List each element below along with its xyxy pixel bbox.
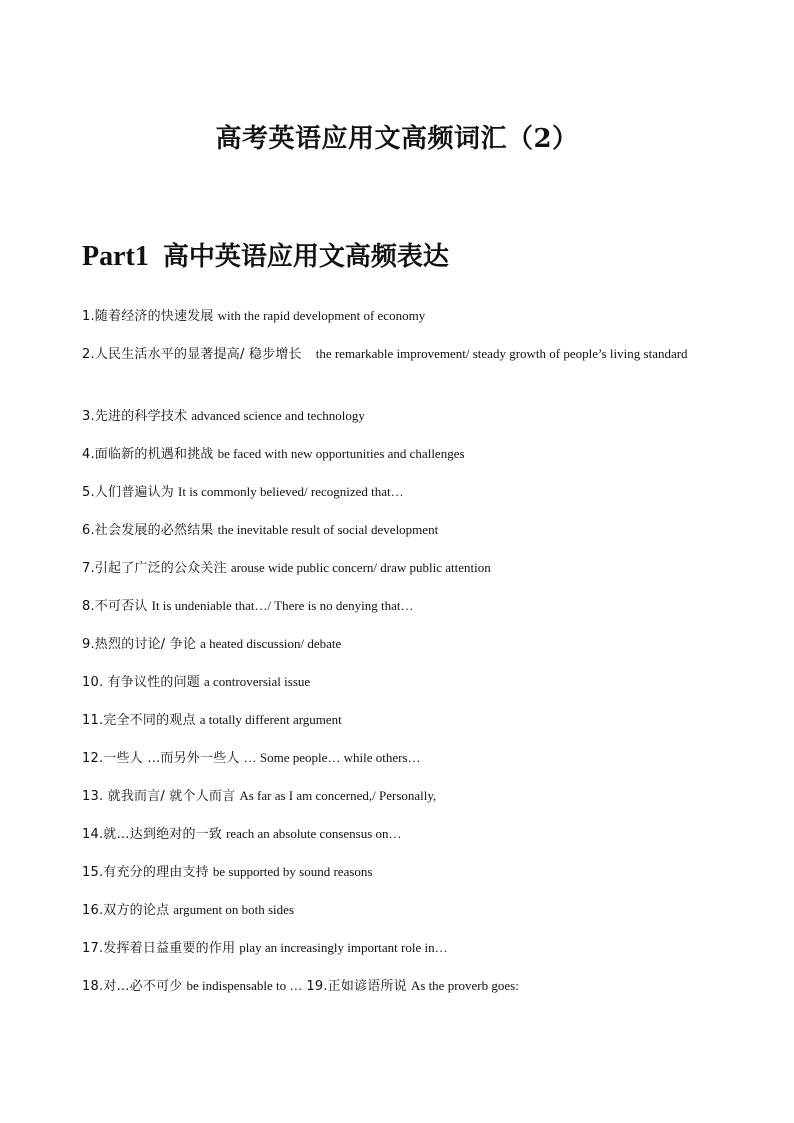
phrase-english: advanced science and technology: [191, 408, 365, 423]
list-item: [82, 631, 702, 669]
phrase-english: play an increasingly important role in…: [239, 940, 448, 955]
phrase-chinese: 2.人民生活水平的显著提高/ 稳步增长: [82, 347, 302, 362]
phrase-english: be indispensable to …: [186, 978, 303, 993]
list-item: [82, 821, 702, 859]
list-item: [82, 303, 702, 341]
list-item: [82, 745, 702, 783]
phrase-chinese: 18.对…必不可少: [82, 979, 183, 994]
phrase-chinese: 3.先进的科学技术: [82, 409, 188, 424]
phrase-english: be supported by sound reasons: [212, 864, 373, 879]
phrase-english: As far as I am concerned,/ Personally,: [239, 788, 437, 803]
phrase-english: As the proverb goes:: [410, 978, 519, 993]
phrase-chinese: 6.社会发展的必然结果: [82, 523, 214, 538]
phrase-chinese: 13. 就我而言/ 就个人而言: [82, 789, 236, 804]
list-item: [82, 479, 702, 517]
phrase-chinese: 1.随着经济的快速发展: [82, 309, 214, 324]
phrase-chinese: 19.正如谚语所说: [306, 979, 407, 994]
list-item: [82, 517, 702, 555]
phrase-english: the inevitable result of social development: [217, 522, 439, 537]
phrase-english: argument on both sides: [173, 902, 295, 917]
section-heading: [82, 238, 449, 276]
phrase-chinese: 17.发挥着日益重要的作用: [82, 941, 236, 956]
phrase-english: the remarkable improvement/ steady growth of people’s living standard: [315, 346, 688, 361]
phrase-chinese: 14.就…达到绝对的一致: [82, 827, 223, 842]
phrase-chinese: 16.双方的论点: [82, 903, 170, 918]
list-item: [82, 897, 702, 935]
document-title: 高考英语应用文高频词汇（2）: [215, 124, 579, 154]
phrase-english: a controversial issue: [204, 674, 311, 689]
phrase-chinese: 11.完全不同的观点: [82, 713, 196, 728]
phrase-chinese: 7.引起了广泛的公众关注: [82, 561, 227, 576]
list-item: [82, 859, 702, 897]
phrase-list: [82, 303, 702, 1011]
list-item: [82, 973, 702, 1011]
list-item: [82, 783, 702, 821]
list-item: [82, 555, 702, 593]
phrase-english: be faced with new opportunities and challenges: [217, 446, 465, 461]
phrase-english: … Some people… while others…: [243, 750, 421, 765]
list-item: [82, 441, 702, 479]
phrase-chinese: 15.有充分的理由支持: [82, 865, 209, 880]
phrase-chinese: 4.面临新的机遇和挑战: [82, 447, 214, 462]
list-item: [82, 707, 702, 745]
phrase-english: a totally different argument: [199, 712, 342, 727]
phrase-chinese: 12.一些人 …而另外一些人: [82, 751, 240, 766]
phrase-english: reach an absolute consensus on…: [226, 826, 402, 841]
phrase-chinese: 10. 有争议性的问题: [82, 675, 201, 690]
list-item: [82, 593, 702, 631]
list-item: [82, 669, 702, 707]
list-item: [82, 403, 702, 441]
phrase-chinese: 5.人们普遍认为: [82, 485, 175, 500]
phrase-english: It is commonly believed/ recognized that…: [178, 484, 404, 499]
section-part-label: Part1: [82, 241, 149, 272]
phrase-chinese: 8.不可否认: [82, 599, 148, 614]
phrase-english: It is undeniable that…/ There is no denying that…: [151, 598, 414, 613]
phrase-english: a heated discussion/ debate: [200, 636, 342, 651]
phrase-english: with the rapid development of economy: [217, 308, 426, 323]
phrase-chinese: 9.热烈的讨论/ 争论: [82, 637, 197, 652]
list-item: [82, 339, 702, 403]
list-item: [82, 935, 702, 973]
phrase-english: arouse wide public concern/ draw public attention: [230, 560, 491, 575]
section-heading-text: 高中英语应用文高频表达: [162, 242, 449, 272]
